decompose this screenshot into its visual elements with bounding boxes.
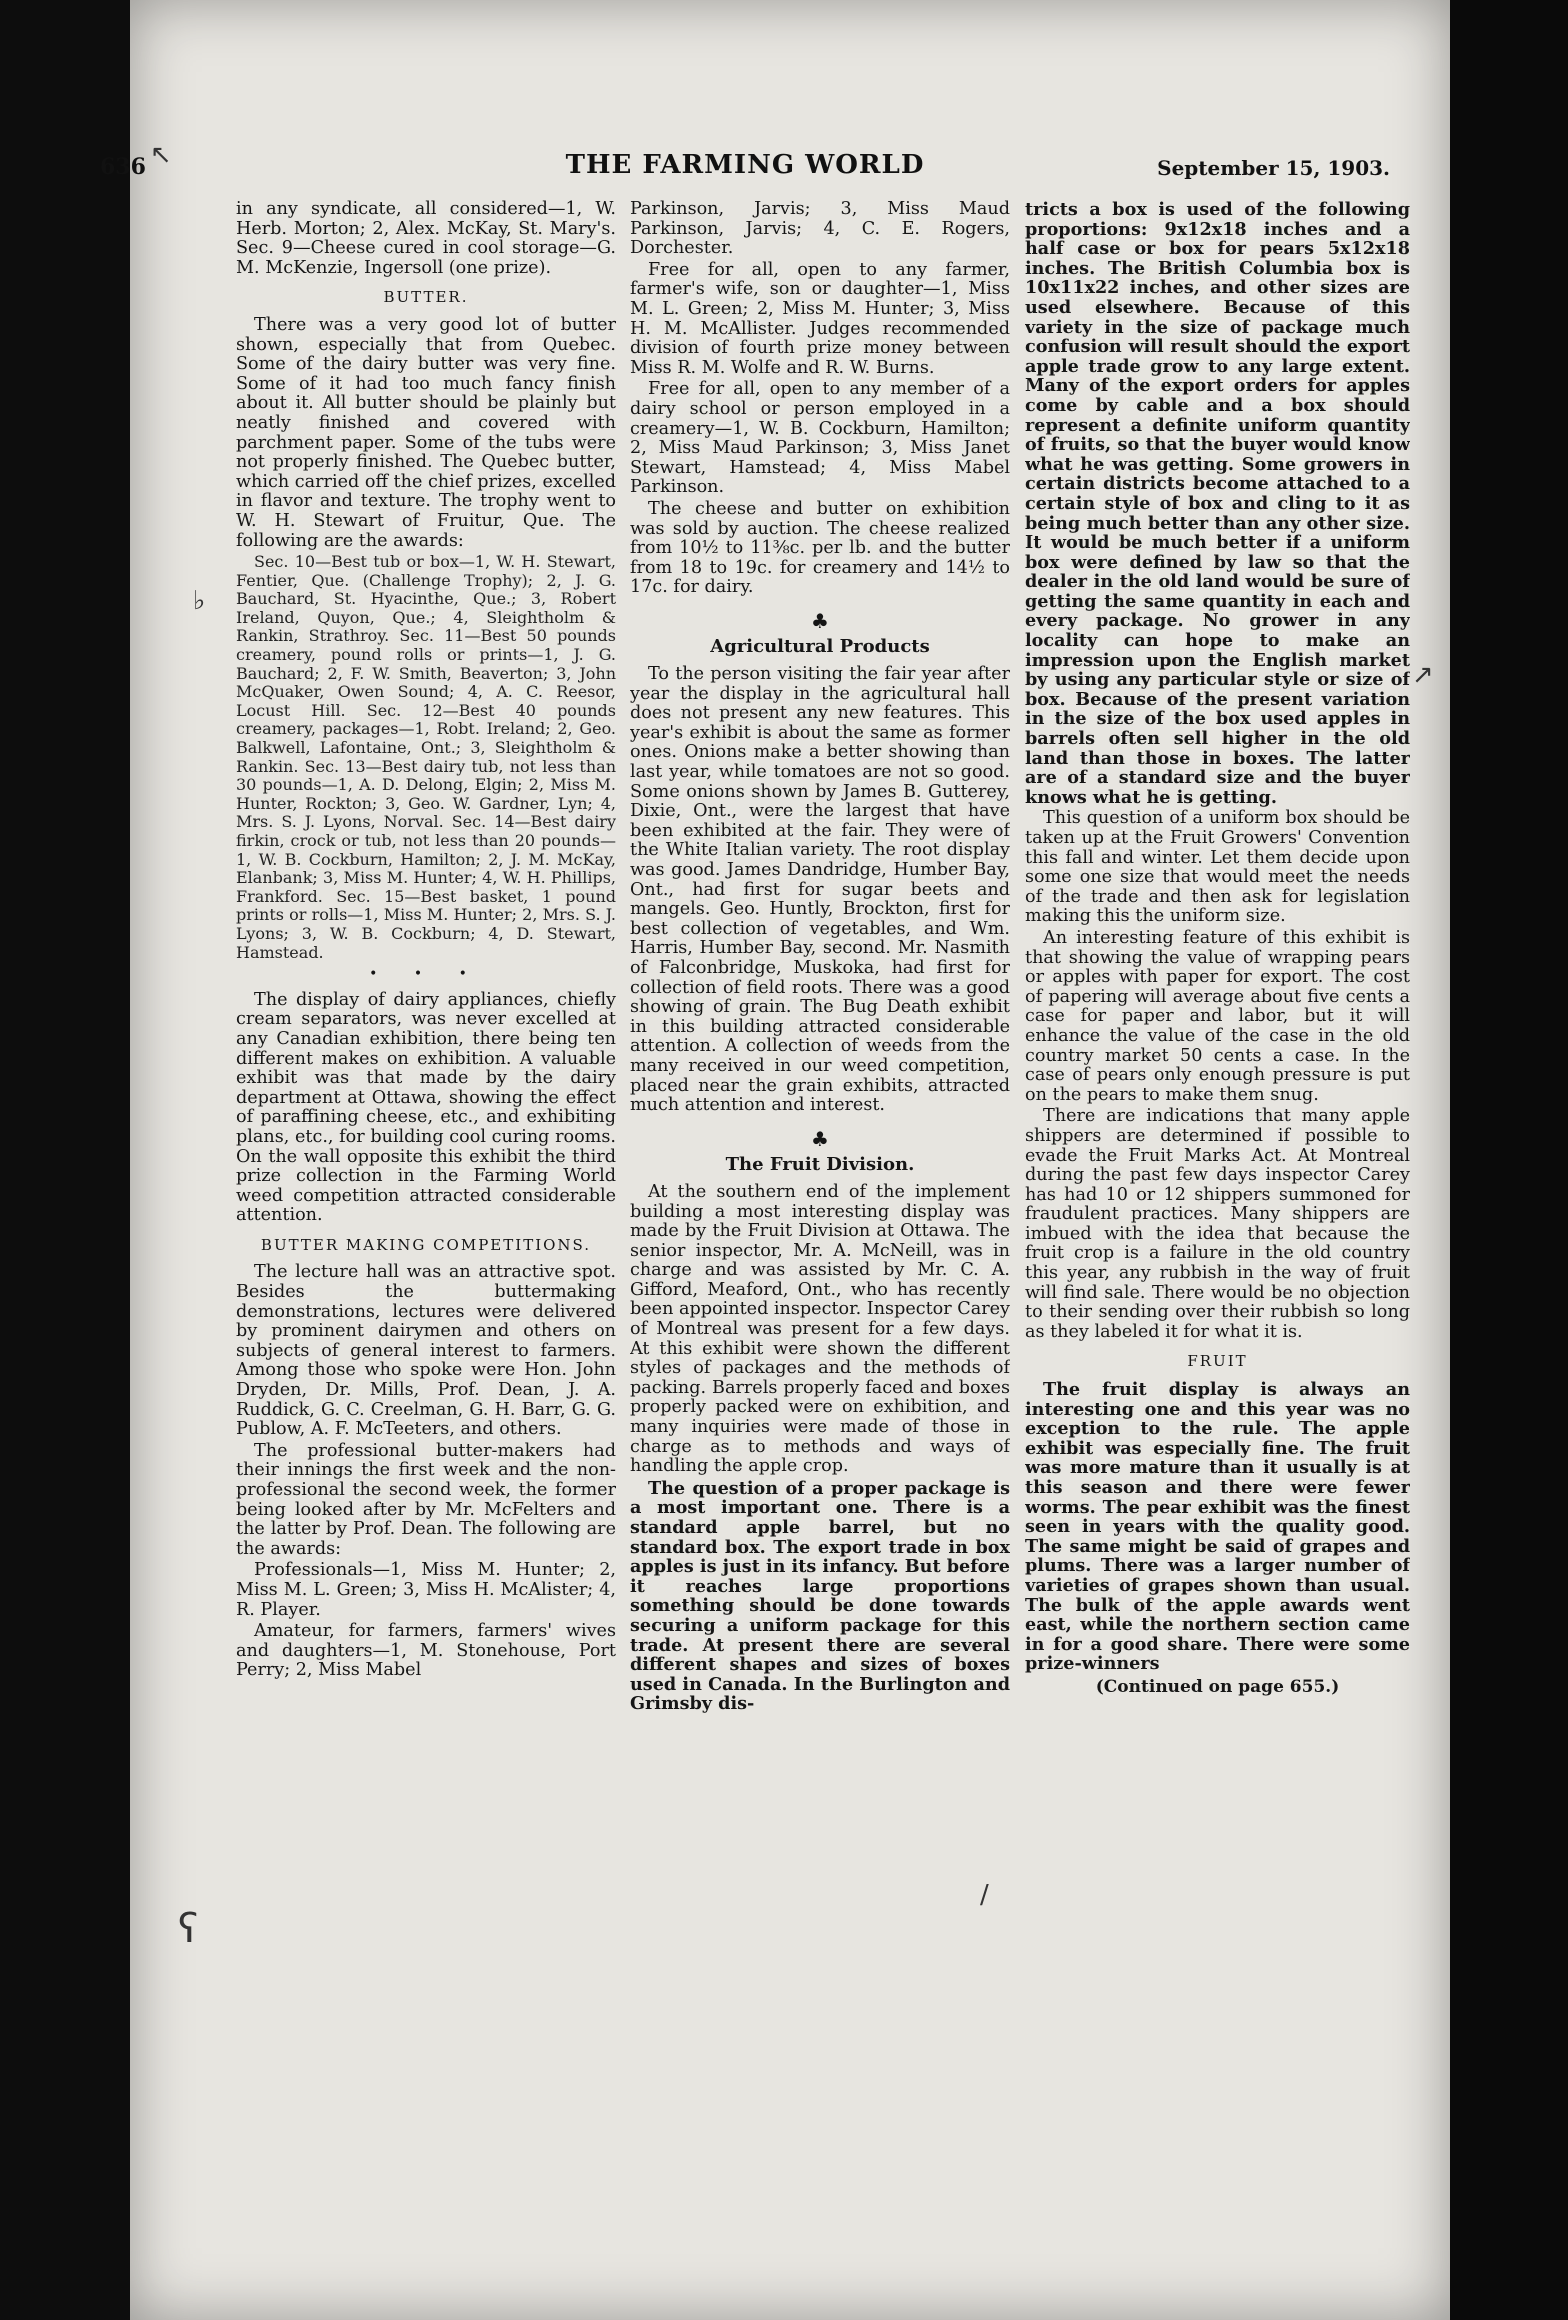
issue-date: September 15, 1903. bbox=[1157, 156, 1390, 180]
agricultural-paragraph: To the person visiting the fair year after year the display in the agricultural hall does not present any new features. This year's exhibit is about the same as former ones. Onions make a better showing than last year, while tomatoes are not so good. Some onions shown by James B. Gutterey, Dixie, Ont., were the largest that have been exhibited at the fair. They were of the White Italian variety. The root display was good. James Dandridge, Humber Bay, Ont., had first for sugar beets and mangels. Geo. Huntly, Brockton, first for best collection of vegetables, and Wm. Harris, Humber Bay, second. Mr. Nasmith of Falconbridge, Muskoka, had first for collection of field roots. There was a good showing of grain. The Bug Death exhibit in this building attracted considerable attention. A collection of weeds from the many received in our weed competition, placed near the grain exhibits, attracted much attention and interest. bbox=[630, 664, 1010, 1116]
scan-border-left bbox=[0, 0, 130, 2320]
lecture-hall-paragraph: The lecture hall was an attractive spot. Besides the buttermaking demonstrations, lectures were delivered by prominent dairymen and others on subjects of general interest to farmers. Among those who spoke were Hon. John Dryden, Dr. Mills, Prof. Dean, J. A. Ruddick, G. C. Creelman, G. H. Barr, G. G. Publow, A. F. McTeeters, and others. bbox=[236, 1262, 616, 1440]
free-for-all-awards: Free for all, open to any farmer, farmer's wife, son or daughter—1, Miss M. L. Green; 2, Miss M. Hunter; 3, Miss H. M. McAllister. Judges recommended division of fourth prize money between Miss R. M. Wolfe and R. W. Burns. bbox=[630, 259, 1010, 378]
pen-mark-5: / bbox=[980, 1880, 989, 1910]
separator-dots: • • • bbox=[369, 966, 483, 983]
ornament-icon-2: ♣ bbox=[811, 1126, 829, 1151]
professionals-awards: Professionals—1, Miss M. Hunter; 2, Miss M. L. Green; 3, Miss H. McAlister; 4, R. Player. bbox=[236, 1560, 616, 1620]
amateur-awards: Amateur, for farmers, farmers' wives and daughters—1, M. Stonehouse, Port Perry; 2, Miss Mabel bbox=[236, 1621, 616, 1681]
column-3 bbox=[1025, 200, 1410, 2280]
fruit-display-paragraph: The fruit display is always an interesting one and this year was no exception to the rule. The apple exhibit was especially fine. The fruit was more mature than it usually is at this season and there were fewer worms. The pear exhibit was the finest seen in years with the quality good. The same might be said of grapes and plums. There was a larger number of varieties of grapes shown than usual. The bulk of the apple awards went east, while the northern section came in for a good share. There were some prize-winners bbox=[1025, 1379, 1410, 1675]
section-heading-agricultural: Agricultural Products bbox=[710, 636, 930, 658]
uniform-box-paragraph: This question of a uniform box should be taken up at the Fruit Growers' Convention this fall and winter. Let them decide upon some one size that would meet the needs of the trade and then ask for legislation making this the uniform size. bbox=[1025, 808, 1410, 927]
publication-title: THE FARMING WORLD bbox=[565, 150, 925, 180]
pen-mark: ↖ bbox=[150, 140, 172, 170]
pen-mark-4: ↗ bbox=[1412, 660, 1434, 690]
box-proportions-paragraph: tricts a box is used of the following proportions: 9x12x18 inches and a half case or box for pears 5x12x18 inches. The British Columbia box is 10x11x22 inches, and other sizes are used elsewhere. Because of this variety in the size of package much confusion will result should the export apple trade grow to any large extent. Many of the export orders for apples come by cable and a box should represent a definite uniform quantity of fruits, so that the buyer would know what he was getting. Some growers in certain districts become attached to a certain style of box and cling to it as being much better than any other size. It would be much better if a uniform box were defined by law so that the dealer in the old land would be sure of getting the same quantity in each and every package. No grower in any locality can hope to make an impression upon the English market by using any particular style or size of box. Because of the present variation in the size of the box used apples in barrels often sell higher in the old land than those in boxes. The latter are of a standard size and the buyer knows what he is getting. bbox=[1025, 200, 1410, 808]
continued-note: (Continued on page 655.) bbox=[1095, 1676, 1340, 1697]
scan-border-right bbox=[1450, 0, 1568, 2320]
cheese-awards-continued: in any syndicate, all considered—1, W. Herb. Morton; 2, Alex. McKay, St. Mary's. Sec. 9—Cheese cured in cool storage—G. M. McKenzie, Ingersoll (one prize). bbox=[236, 200, 616, 278]
fruit-division-paragraph: At the southern end of the implement building a most interesting display was made by the Fruit Division at Ottawa. The senior inspector, Mr. A. McNeill, was in charge and was assisted by Mr. C. A. Gifford, Meaford, Ont., who has recently been appointed inspector. Inspector Carey of Montreal was present for a few days. At this exhibit were shown the different styles of packages and the methods of packing. Barrels properly faced and boxes properly packed were on exhibition, and many inquiries were made of those in charge as to methods and ways of handling the apple crop. bbox=[630, 1181, 1010, 1477]
butter-paragraph: There was a very good lot of butter shown, especially that from Quebec. Some of the dairy butter was very fine. Some of it had too much fancy finish about it. All butter should be plainly but neatly finished and covered with parchment paper. Some of the tubs were not properly finished. The Quebec butter, which carried off the chief prizes, excelled in flavor and texture. The trophy went to W. H. Stewart of Fruitur, Que. The following are the awards: bbox=[236, 314, 616, 551]
butter-makers-paragraph: The professional butter-makers had their innings the first week and the non-professional the second week, the former being looked after by Mr. McFelters and the latter by Prof. Dean. The following are the awards: bbox=[236, 1440, 616, 1559]
wrapping-paragraph: An interesting feature of this exhibit is that showing the value of wrapping pears or apples with paper for export. The cost of papering will average about five cents a case for paper and labor, but it will enhance the value of the case in the old country market 50 cents a case. In the case of pears only enough pressure is put on the pears to make them snug. bbox=[1025, 927, 1410, 1105]
section-heading-competitions: BUTTER MAKING COMPETITIONS. bbox=[260, 1235, 592, 1254]
ornament-icon: ♣ bbox=[811, 608, 829, 633]
section-heading-fruit: FRUIT bbox=[1187, 1352, 1248, 1371]
dairy-appliances-paragraph: The display of dairy appliances, chiefly cream separators, was never excelled at any Canadian exhibition, there being ten different makes on exhibition. A valuable exhibit was that made by the dairy department at Ottawa, showing the effect of paraffining cheese, etc., and exhibiting plans, etc., for building cool curing rooms. On the wall opposite this exhibit the third prize collection in the Farming World weed competition attracted considerable attention. bbox=[236, 989, 616, 1226]
column-1 bbox=[236, 200, 616, 2280]
column-2 bbox=[630, 200, 1010, 2280]
butter-awards: Sec. 10—Best tub or box—1, W. H. Stewart, Fentier, Que. (Challenge Trophy); 2, J. G. Bauchard, St. Hyacinthe, Que.; 3, Robert Ireland, Quyon, Que.; 4, Sleightholm & Rankin, Strathroy. Sec. 11—Best 50 pounds creamery, pound rolls or prints—1, J. G. Bauchard; 2, F. W. Smith, Beaverton; 3, John McQuaker, Owen Sound; 4, A. C. Reesor, Locust Hill. Sec. 12—Best 40 pounds creamery, packages—1, Robt. Ireland; 2, Geo. Balkwell, Lafontaine, Ont.; 3, Sleightholm & Rankin. Sec. 13—Best dairy tub, not less than 30 pounds—1, A. D. Delong, Elgin; 2, Miss M. Hunter, Rockton; 3, Geo. W. Gardner, Lyn; 4, Mrs. S. J. Lyons, Norval. Sec. 14—Best dairy firkin, crock or tub, not less than 20 pounds—1, W. B. Cockburn, Hamilton; 2, J. M. McKay, Elanbank; 3, Miss M. Hunter; 4, W. H. Phillips, Frankford. Sec. 15—Best basket, 1 pound prints or rolls—1, Miss M. Hunter; 2, Mrs. S. J. Lyons; 3, W. B. Cockburn; 4, D. Stewart, Hamstead. bbox=[236, 552, 616, 962]
section-heading-fruit-division: The Fruit Division. bbox=[725, 1154, 915, 1176]
amateur-awards-continued: Parkinson, Jarvis; 3, Miss Maud Parkinson, Jarvis; 4, C. E. Rogers, Dorchester. bbox=[630, 200, 1010, 259]
pen-mark-3: ʕ bbox=[178, 1906, 199, 1952]
page-number: 636 bbox=[100, 154, 146, 180]
fruit-marks-paragraph: There are indications that many apple shippers are determined if possible to evade the Fruit Marks Act. At Montreal during the past few days inspector Carey has had 10 or 12 shippers summoned for fraudulent practices. Many shippers are imbued with the idea that because the fruit crop is a failure in the old country this year, any rubbish in the way of fruit will find sale. There would be no objection to their sending over their rubbish so long as they labeled it for what it is. bbox=[1025, 1106, 1410, 1342]
package-paragraph: The question of a proper package is a most important one. There is a standard apple barrel, but no standard box. The export trade in box apples is just in its infancy. But before it reaches large proportions something should be done towards securing a uniform package for this trade. At present there are several different shapes and sizes of boxes used in Canada. In the Burlington and Grimsby dis- bbox=[630, 1477, 1010, 1715]
pen-mark-2: ♭ bbox=[193, 586, 206, 616]
auction-paragraph: The cheese and butter on exhibition was sold by auction. The cheese realized from 10½ to 11⅜c. per lb. and the butter from 18 to 19c. for creamery and 14½ to 17c. for dairy. bbox=[630, 498, 1010, 598]
dairy-school-awards: Free for all, open to any member of a dairy school or person employed in a creamery—1, W. B. Cockburn, Hamilton; 2, Miss Maud Parkinson; 3, Miss Janet Stewart, Hamstead; 4, Miss Mabel Parkinson. bbox=[630, 379, 1010, 498]
section-heading-butter: BUTTER. bbox=[383, 288, 469, 307]
page-header bbox=[100, 150, 1390, 190]
